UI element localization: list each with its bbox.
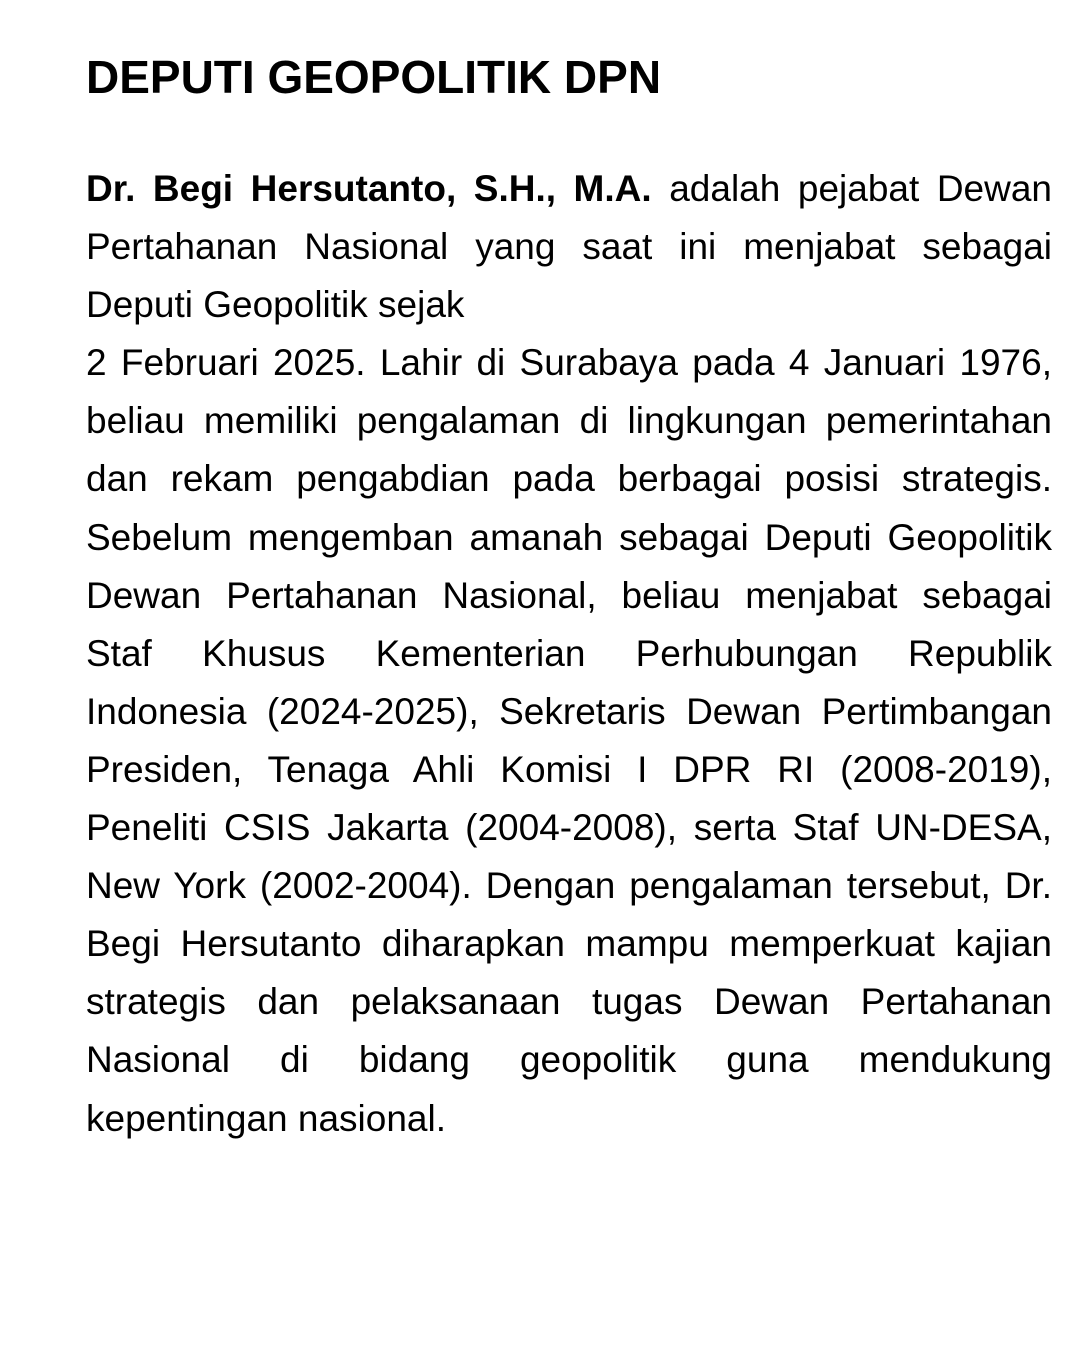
bio-paragraph xyxy=(86,160,1052,1148)
bio-text-part2: 2 Februari 2025. Lahir di Surabaya pada 4 Januari 1976, beliau memiliki pengalaman di lingkungan pemerintahan dan rekam pengabdian pada berbagai posisi strategis. Sebelum mengemban amanah sebagai Deputi Geopolitik Dewan Pertahanan Nasional, beliau menjabat sebagai Staf Khusus Kementerian Perhubungan Republik Indonesia (2024-2025), Sekretaris Dewan Pertimbangan Presiden, Tenaga Ahli Komisi I DPR RI (2008-2019), Peneliti CSIS Jakarta (2004-2008), serta Staf UN-DESA, New York (2002-2004). Dengan pengalaman tersebut, Dr. Begi Hersutanto diharapkan mampu memperkuat kajian strategis dan pelaksanaan tugas Dewan Pertahanan Nasional di bidang geopolitik guna mendukung kepentingan nasional. xyxy=(86,342,1052,1139)
person-name: Dr. Begi Hersutanto, S.H., M.A. xyxy=(86,168,652,209)
page-title: DEPUTI GEOPOLITIK DPN xyxy=(86,51,662,103)
document-content xyxy=(86,48,1052,1148)
bio-text-part1: adalah pejabat Dewan Pertahanan Nasional yang saat ini menjabat sebagai Deputi Geopolitik sejak xyxy=(86,168,1052,326)
